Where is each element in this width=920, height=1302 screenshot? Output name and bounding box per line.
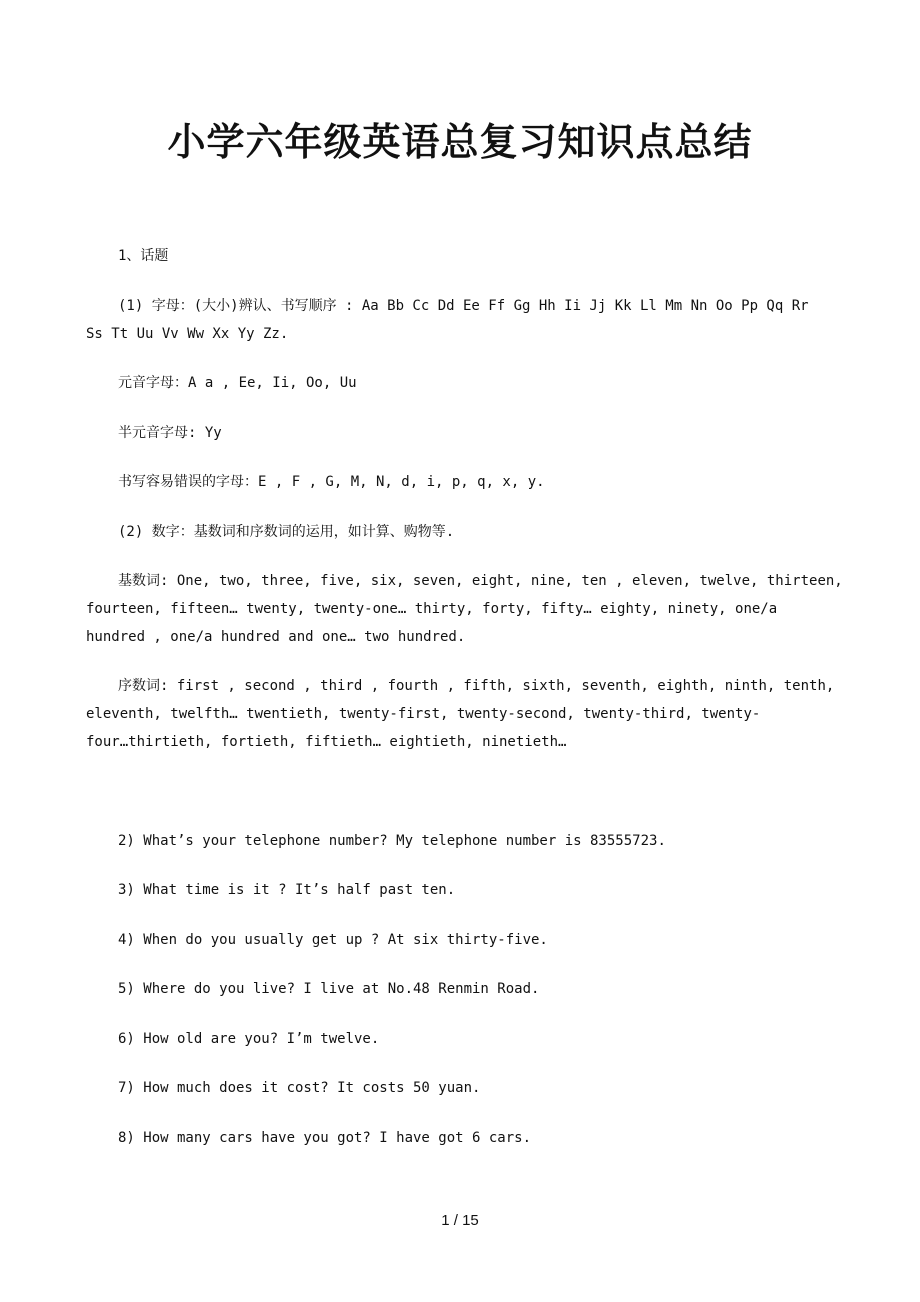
ordinal-line-2: eleventh, twelfth… twentieth, twenty-first, twenty-second, twenty-third, twenty-: [86, 706, 761, 722]
page-number: 1 / 15: [441, 1212, 479, 1229]
vowels-line: 元音字母：A a , Ee, Ii, Oo, Uu: [118, 375, 357, 391]
semi-vowels-line: 半元音字母: Yy: [118, 425, 222, 441]
ordinal-line-1: 序数词: first , second , third , fourth , fifth, sixth, seventh, eighth, ninth, tenth,: [118, 678, 835, 694]
error-letters-line: 书写容易错误的字母：E , F , G, M, N, d, i, p, q, x, y.: [118, 474, 545, 490]
ordinal-line-3: four…thirtieth, fortieth, fiftieth… eightieth, ninetieth…: [86, 734, 567, 750]
qa-item: 3) What time is it ? It’s half past ten.: [118, 882, 456, 898]
qa-item: 6) How old are you? I’m twelve.: [118, 1031, 380, 1047]
qa-item: 4) When do you usually get up ? At six thirty-five.: [118, 932, 548, 948]
page-title: 小学六年级英语总复习知识点总结: [167, 119, 753, 164]
numbers-intro-line: (2) 数字：基数词和序数词的运用，如计算、购物等.: [118, 524, 455, 540]
qa-item: 8) How many cars have you got? I have got 6 cars.: [118, 1130, 532, 1146]
letters-paragraph-line-1: (1) 字母：(大小)辨认、书写顺序 : Aa Bb Cc Dd Ee Ff Gg Hh Ii Jj Kk Ll Mm Nn Oo Pp Qq Rr: [118, 298, 809, 314]
cardinal-line-2: fourteen, fifteen… twenty, twenty-one… thirty, forty, fifty… eighty, ninety, one/a: [86, 601, 778, 617]
letters-paragraph-line-2: Ss Tt Uu Vv Ww Xx Yy Zz.: [86, 326, 289, 342]
cardinal-line-3: hundred , one/a hundred and one… two hundred.: [86, 629, 466, 645]
qa-item: 7) How much does it cost? It costs 50 yuan.: [118, 1080, 481, 1096]
qa-item: 5) Where do you live? I live at No.48 Renmin Road.: [118, 981, 540, 997]
section-heading: 1、话题: [118, 248, 169, 264]
cardinal-line-1: 基数词: One, two, three, five, six, seven, eight, nine, ten , eleven, twelve, thirteen,: [118, 573, 843, 589]
qa-item: 2) What’s your telephone number? My telephone number is 83555723.: [118, 833, 666, 849]
